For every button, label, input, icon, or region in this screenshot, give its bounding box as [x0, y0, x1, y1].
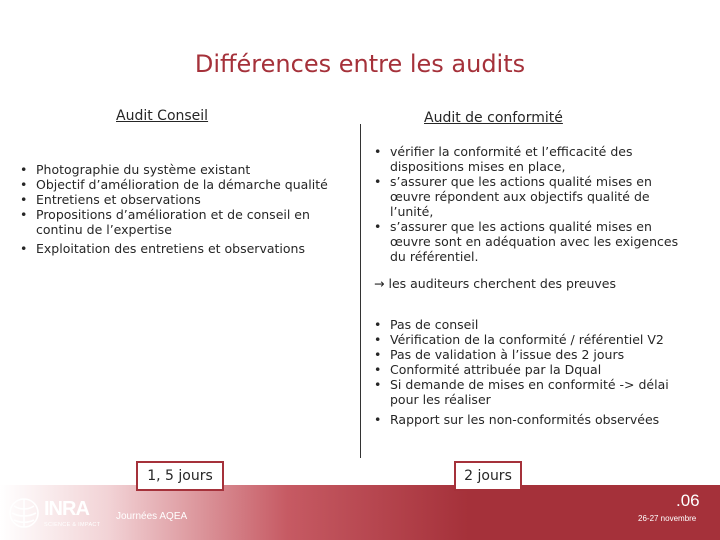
logo-subtext: SCIENCE & IMPACT: [44, 522, 101, 528]
list-item: • Objectif d’amélioration de la démarche qualité: [20, 177, 340, 192]
slide-title: Différences entre les audits: [194, 50, 526, 78]
conclusion-text: les auditeurs cherchent des preuves: [388, 276, 617, 291]
page-number: .06: [676, 491, 700, 510]
conclusion-line: [374, 276, 616, 291]
list-item: • Photographie du système existant: [20, 162, 340, 177]
right-bullet-list-bottom: [374, 317, 694, 427]
list-item: • Pas de validation à l’issue des 2 jours: [374, 347, 694, 362]
list-item: • Propositions d’amélioration et de conseil en continu de l’expertise: [20, 207, 340, 237]
footer-date: 26-27 novembre: [638, 514, 697, 523]
right-bullet-list-top: [374, 144, 694, 264]
list-item: • Entretiens et observations: [20, 192, 340, 207]
logo-text: INRA: [44, 498, 89, 520]
list-item: • s’assurer que les actions qualité mises en œuvre répondent aux objectifs qualité de l’unité,: [374, 174, 694, 219]
footer-event-name: Journées AQEA: [116, 511, 188, 522]
list-item: • Vérification de la conformité / référentiel V2: [374, 332, 694, 347]
left-duration-box: 1, 5 jours: [136, 461, 224, 491]
arrow-right-icon: →: [374, 276, 385, 291]
list-item: • s’assurer que les actions qualité mises en œuvre sont en adéquation avec les exigences du référentiel.: [374, 219, 694, 264]
left-bullet-list: [20, 162, 340, 256]
list-item: • Si demande de mises en conformité -> délai pour les réaliser: [374, 377, 694, 407]
right-column-heading: Audit de conformité: [424, 110, 563, 126]
left-column-heading: Audit Conseil: [116, 108, 209, 124]
list-item: • Exploitation des entretiens et observations: [20, 241, 340, 256]
list-item: • Conformité attribuée par la Dqual: [374, 362, 694, 377]
list-item: • Pas de conseil: [374, 317, 694, 332]
list-item: • vérifier la conformité et l’efficacité des dispositions mises en place,: [374, 144, 694, 174]
column-divider: [360, 124, 361, 458]
list-item: • Rapport sur les non-conformités observées: [374, 412, 694, 427]
right-duration-box: 2 jours: [454, 461, 522, 491]
footer-bar: [0, 485, 720, 540]
